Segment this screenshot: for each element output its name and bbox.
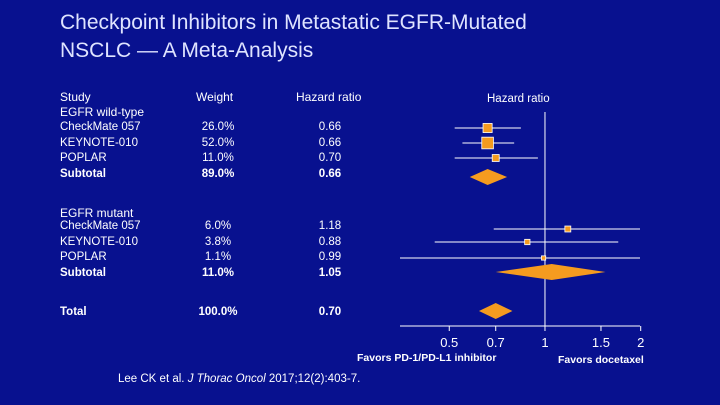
- header-study: Study: [60, 90, 91, 104]
- group-label-mutant: EGFR mutant: [60, 206, 134, 220]
- subtotal-weight: 11.0%: [202, 266, 234, 279]
- weight-value: 3.8%: [204, 235, 232, 248]
- title-line-1: Checkpoint Inhibitors in Metastatic EGFR-Mutated: [60, 11, 527, 34]
- x-tick-label: 1.5: [591, 335, 611, 350]
- total-label: Total: [60, 306, 87, 318]
- study-name: POPLAR: [60, 152, 107, 164]
- header-weight: Weight: [196, 90, 234, 104]
- hr-value: 0.88: [318, 235, 342, 248]
- weight-value: 1.1%: [204, 251, 232, 263]
- study-name: CheckMate 057: [60, 121, 141, 133]
- subtotal-label: Subtotal: [60, 266, 106, 279]
- group-label-wildtype: EGFR wild-type: [60, 105, 145, 119]
- total-hr: 0.70: [318, 306, 342, 318]
- pooled-diamond: [470, 169, 507, 185]
- hr-value: 0.66: [318, 121, 342, 133]
- hr-value: 0.99: [318, 251, 342, 263]
- citation-journal: J Thorac Oncol: [187, 373, 266, 385]
- x-tick-label: 2: [637, 335, 645, 350]
- pooled-diamond: [496, 264, 606, 280]
- study-marker: [482, 137, 494, 149]
- study-name: CheckMate 057: [60, 220, 141, 232]
- x-tick-label: 0.5: [440, 335, 459, 350]
- hr-value: 0.66: [318, 136, 342, 149]
- citation-details: 2017;12(2):403-7.: [265, 373, 361, 385]
- subtotal-hr: 1.05: [318, 266, 342, 279]
- favors-docetaxel-label: Favors docetaxel: [558, 354, 644, 366]
- weight-value: 52.0%: [201, 136, 235, 149]
- study-name: KEYNOTE-010: [60, 235, 138, 248]
- title-line-2: NSCLC — A Meta-Analysis: [60, 39, 314, 62]
- forest-plot-header: Hazard ratio: [487, 93, 550, 105]
- study-name: KEYNOTE-010: [60, 136, 138, 149]
- weight-value: 6.0%: [204, 220, 232, 232]
- study-marker: [565, 226, 571, 232]
- weight-value: 26.0%: [201, 121, 235, 133]
- x-tick-label: 1: [541, 335, 549, 350]
- header-hazard-ratio: Hazard ratio: [296, 90, 362, 104]
- study-marker: [525, 239, 530, 244]
- study-name: POPLAR: [60, 251, 107, 263]
- study-marker: [492, 155, 499, 162]
- citation: [118, 373, 360, 385]
- hr-value: 1.18: [318, 220, 342, 232]
- subtotal-weight: 89.0%: [201, 167, 235, 180]
- total-weight: 100.0%: [198, 306, 238, 318]
- subtotal-hr: 0.66: [318, 167, 342, 180]
- weight-value: 11.0%: [202, 152, 234, 164]
- study-marker: [483, 123, 492, 132]
- x-tick-label: 0.7: [486, 335, 505, 350]
- subtotal-label: Subtotal: [60, 167, 106, 180]
- favors-inhibitor-label: Favors PD-1/PD-L1 inhibitor: [357, 352, 497, 364]
- study-marker: [541, 256, 545, 260]
- citation-authors: Lee CK et al.: [118, 373, 188, 385]
- hr-value: 0.70: [318, 152, 342, 164]
- pooled-diamond: [479, 303, 512, 319]
